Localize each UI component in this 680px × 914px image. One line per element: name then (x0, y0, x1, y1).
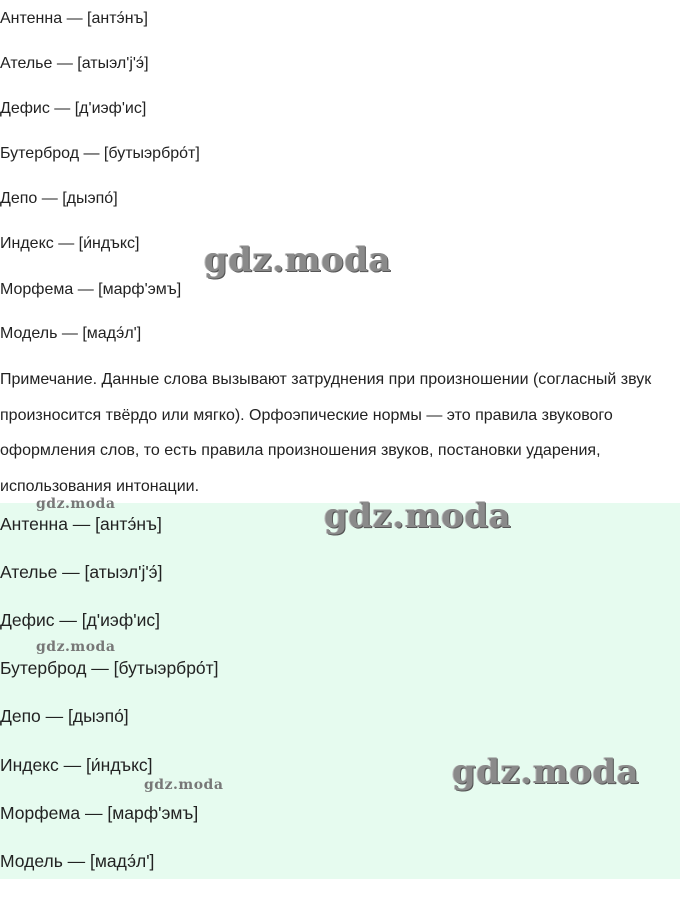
word-line: Индекс — [и́ндъкс] (0, 235, 140, 252)
word-line: Бутерброд — [бутыэрбро́т] (0, 145, 200, 162)
word-line: Бутерброд — [бутыэрбро́т] (0, 658, 219, 678)
word-line: Ателье — [атыэл'j'э́] (0, 55, 149, 72)
word-line: Дефис — [д'иэф'ис] (0, 610, 160, 630)
watermark: gdz.moda (36, 639, 116, 655)
word-line: Антенна — [антэ́нъ] (0, 514, 162, 534)
watermark: gdz.moda (452, 752, 640, 792)
word-line: Модель — [мадэ́л'] (0, 851, 155, 871)
word-line: Депо — [дыэпо́] (0, 706, 129, 726)
word-line: Антенна — [антэ́нъ] (0, 10, 148, 27)
word-line: Морфема — [марф'эмъ] (0, 803, 199, 823)
word-line: Ателье — [атыэл'j'э́] (0, 562, 163, 582)
word-line: Морфема — [марф'эмъ] (0, 281, 182, 298)
word-line: Депо — [дыэпо́] (0, 190, 118, 207)
word-line: Дефис — [д'иэф'ис] (0, 100, 147, 117)
watermark: gdz.moda (144, 777, 224, 793)
note-paragraph: Примечание. Данные слова вызывают затруднения при произношении (согласный звук произносится твёрдо или мягко). Орфоэпические нормы — это правила звукового оформления слов, то есть правила произношения звуков, постановки ударения, использования интонации. (0, 371, 652, 495)
watermark: gdz.moda (204, 240, 392, 280)
word-line: Модель — [мадэ́л'] (0, 325, 142, 342)
watermark: gdz.moda (36, 496, 116, 512)
word-line: Индекс — [и́ндъкс] (0, 755, 153, 775)
watermark: gdz.moda (324, 496, 512, 536)
